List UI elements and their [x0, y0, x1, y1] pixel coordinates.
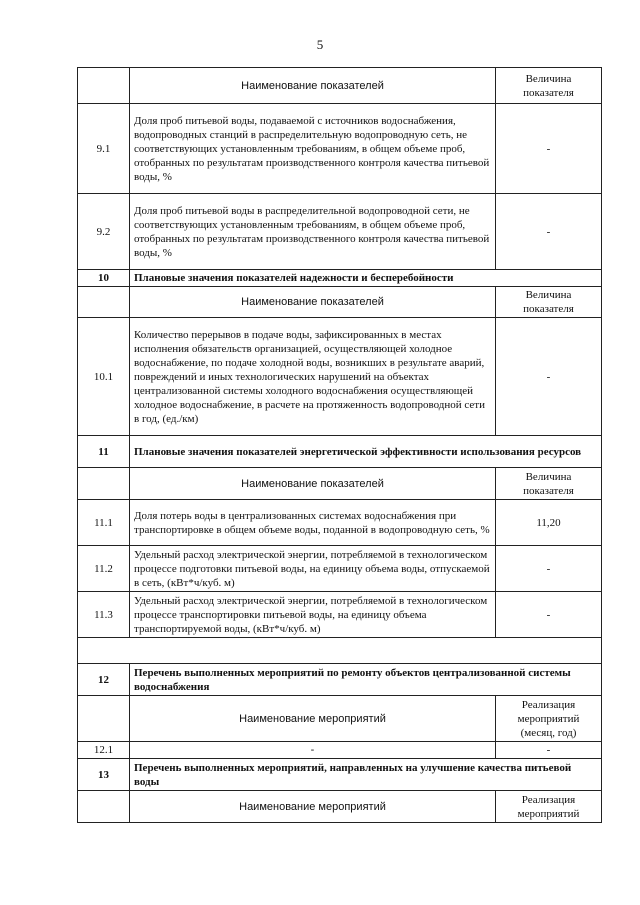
row-description: Доля потерь воды в централизованных системах водоснабжения при транспортировке в общем объеме воды, поданной в водопроводную сеть, %	[130, 500, 496, 546]
header-value-cell: Величина показателя	[496, 68, 602, 104]
row-value: -	[496, 742, 602, 759]
row-description: Доля проб питьевой воды, подаваемой с источников водоснабжения, водопроводных станций в распределительную водопроводную сеть, не соответствующих установленным требованиям, в общем объеме проб, отобранных по результатам производственного контроля качества питьевой воды, %	[130, 104, 496, 194]
row-value: -	[496, 318, 602, 436]
row-description: Количество перерывов в подаче воды, зафиксированных в местах исполнения обязательств организацией, осуществляющей холодное водоснабжение, по подаче холодной воды, возникших в результате аварий, повреждений и иных технологических нарушений на объектах централизованной системы холодного водоснабжения осуществляющей холодное водоснабжение, в расчете на протяженность водопроводной сети в год, (ед./км)	[130, 318, 496, 436]
section-title: Плановые значения показателей энергетической эффективности использования ресурсов	[130, 436, 602, 468]
section-number: 12	[78, 664, 130, 696]
table-header-row	[78, 468, 602, 500]
row-description: Удельный расход электрической энергии, потребляемой в технологическом процессе подготовки питьевой воды, на единицу объема воды, отпускаемой в сеть, (кВт*ч/куб. м)	[130, 546, 496, 592]
row-description: -	[130, 742, 496, 759]
row-number: 10.1	[78, 318, 130, 436]
header-value-cell: Величина показателя	[496, 468, 602, 500]
row-value: -	[496, 194, 602, 270]
section-number: 11	[78, 436, 130, 468]
section-number: 10	[78, 270, 130, 287]
table-row	[78, 742, 602, 759]
table-header-row	[78, 287, 602, 318]
row-value: -	[496, 592, 602, 638]
header-num-cell	[78, 68, 130, 104]
section-number: 13	[78, 759, 130, 791]
header-num-cell	[78, 791, 130, 823]
table-row	[78, 546, 602, 592]
table-row	[78, 194, 602, 270]
row-number: 9.1	[78, 104, 130, 194]
indicators-table	[77, 67, 602, 823]
header-name-cell: Наименование показателей	[130, 68, 496, 104]
table-row	[78, 318, 602, 436]
table-header-row	[78, 696, 602, 742]
header-name-cell: Наименование показателей	[130, 468, 496, 500]
row-description: Удельный расход электрической энергии, потребляемой в технологическом процессе транспортировки питьевой воды, на единицу объема транспортируемой воды, (кВт*ч/куб. м)	[130, 592, 496, 638]
row-number: 12.1	[78, 742, 130, 759]
report-title	[78, 638, 602, 664]
table-row	[78, 592, 602, 638]
section-title: Перечень выполненных мероприятий, направленных на улучшение качества питьевой воды	[130, 759, 602, 791]
table-row	[78, 500, 602, 546]
header-value-cell: Реализация мероприятий	[496, 791, 602, 823]
row-description: Доля проб питьевой воды в распределительной водопроводной сети, не соответствующих установленным требованиям, в общем объеме проб, отобранных по результатам производственного контроля качества питьевой воды, %	[130, 194, 496, 270]
section-row	[78, 759, 602, 791]
header-num-cell	[78, 696, 130, 742]
header-num-cell	[78, 287, 130, 318]
row-value: -	[496, 546, 602, 592]
row-value: 11,20	[496, 500, 602, 546]
page-number: 5	[316, 37, 324, 52]
report-title-row	[78, 638, 602, 664]
header-name-cell: Наименование показателей	[130, 287, 496, 318]
section-row	[78, 436, 602, 468]
header-name-cell: Наименование мероприятий	[130, 696, 496, 742]
row-value: -	[496, 104, 602, 194]
header-name-cell: Наименование мероприятий	[130, 791, 496, 823]
table-header-row	[78, 68, 602, 104]
header-num-cell	[78, 468, 130, 500]
section-title: Плановые значения показателей надежности и бесперебойности	[130, 270, 602, 287]
header-value-cell: Величина показателя	[496, 287, 602, 318]
row-number: 11.1	[78, 500, 130, 546]
section-title: Перечень выполненных мероприятий по ремонту объектов централизованной системы водоснабжения	[130, 664, 602, 696]
table-header-row	[78, 791, 602, 823]
row-number: 11.3	[78, 592, 130, 638]
header-value-cell: Реализация мероприятий (месяц, год)	[496, 696, 602, 742]
section-row	[78, 270, 602, 287]
row-number: 11.2	[78, 546, 130, 592]
row-number: 9.2	[78, 194, 130, 270]
table-row	[78, 104, 602, 194]
section-row	[78, 664, 602, 696]
